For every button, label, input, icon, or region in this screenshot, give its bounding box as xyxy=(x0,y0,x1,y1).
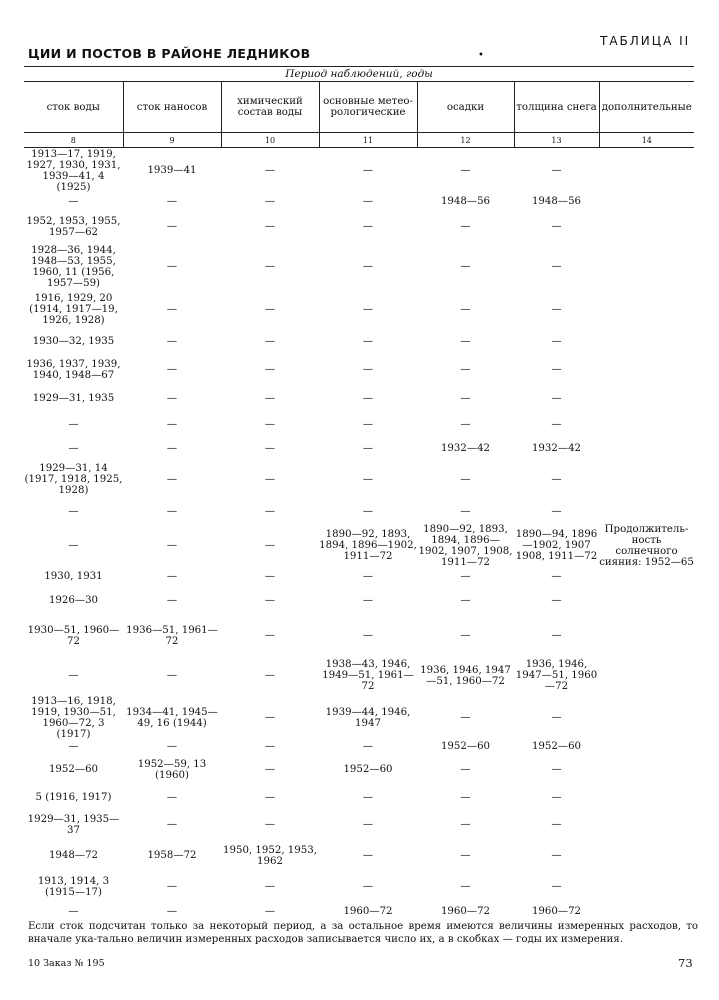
table-cell: — xyxy=(551,819,562,830)
table-cell: 1952—59, 13 (1960) xyxy=(137,758,207,781)
table-cell: — xyxy=(460,304,471,315)
table-cell: — xyxy=(166,881,178,892)
table-cell xyxy=(599,902,694,922)
table-cell: 1960—72 xyxy=(531,906,582,917)
table-cell: — xyxy=(460,364,471,375)
table-cell: — xyxy=(551,419,562,430)
table-cell: Продолжитель-ность солнечного сияния: 1952—65 xyxy=(599,523,694,568)
table-cell xyxy=(599,754,694,786)
table-row xyxy=(24,786,694,810)
column-number: 8 xyxy=(24,133,123,148)
table-cell: — xyxy=(551,336,562,347)
table-cell: — xyxy=(362,881,374,892)
column-header: дополнительные xyxy=(599,82,694,133)
table-row xyxy=(24,616,694,656)
table-cell xyxy=(599,786,694,810)
table-cell: — xyxy=(551,304,562,315)
table-cell: — xyxy=(166,304,178,315)
table-cell xyxy=(599,840,694,872)
table-cell: — xyxy=(264,364,276,375)
table-cell xyxy=(599,148,694,194)
table-cell: — xyxy=(264,540,276,551)
table-cell: 1913—17, 1919, 1927, 1930, 1931, 1939—41, 4 (1925) xyxy=(26,148,121,193)
table-cell: 1928—36, 1944, 1948—53, 1955, 1960, 11 (1956, 1957—59) xyxy=(31,244,116,289)
table-cell: 1952—60 xyxy=(531,741,582,752)
column-number: 9 xyxy=(123,133,221,148)
table-row xyxy=(24,840,694,872)
table-cell: — xyxy=(264,506,276,517)
table-cell: 1950, 1952, 1953, 1962 xyxy=(223,844,317,867)
table-row xyxy=(24,524,694,568)
footnote: Если сток подсчитан только за некоторый период, а за остальное время имеются величины измеренных расходов, то вначале ука-тально величин измеренных расходов записывается число их, а в скобках — годы их измерения. xyxy=(28,921,698,945)
table-cell: — xyxy=(551,165,562,177)
table-cell: — xyxy=(362,304,374,315)
table-cell: — xyxy=(68,540,79,551)
table-cell: 1960—72 xyxy=(343,906,393,917)
table-cell: — xyxy=(264,595,276,606)
table-cell: — xyxy=(460,881,471,892)
table-cell: 1952—60 xyxy=(440,741,491,752)
table-cell: — xyxy=(166,419,178,430)
table-row xyxy=(24,210,694,244)
table-cell: — xyxy=(551,506,562,517)
table-cell: 1934—41, 1945—49, 16 (1944) xyxy=(126,706,218,729)
table-row xyxy=(24,754,694,786)
table-cell: 1929—31, 1935 xyxy=(32,393,115,404)
table-cell: 1948—56 xyxy=(531,196,582,207)
column-header: сток наносов xyxy=(123,82,221,133)
table-cell: — xyxy=(264,792,276,803)
table-cell: — xyxy=(460,595,471,606)
table-cell: 1930, 1931 xyxy=(44,571,103,582)
table-cell xyxy=(599,290,694,330)
table-cell: — xyxy=(551,630,562,641)
table-cell: — xyxy=(362,364,374,375)
table-cell: — xyxy=(362,850,374,861)
table-cell: — xyxy=(264,764,276,775)
table-cell: 1932—42 xyxy=(531,443,582,454)
table-cell xyxy=(599,500,694,524)
table-cell: — xyxy=(362,221,374,232)
table-cell: — xyxy=(460,630,471,641)
table-cell: — xyxy=(264,393,276,404)
table-cell: 1936, 1946, 1947—51, 1960—72 xyxy=(420,664,511,687)
table-cell xyxy=(599,616,694,656)
table-row xyxy=(24,244,694,290)
column-number: 13 xyxy=(514,133,599,148)
table-cell: — xyxy=(166,336,178,347)
table-row xyxy=(24,696,694,740)
table-row xyxy=(24,386,694,412)
table-cell: 1952—60 xyxy=(48,764,99,775)
column-number: 12 xyxy=(417,133,514,148)
table-cell: — xyxy=(460,712,471,723)
table-cell: — xyxy=(460,850,471,861)
table-cell: — xyxy=(551,792,562,803)
table-cell: — xyxy=(362,741,374,752)
table-cell: — xyxy=(166,819,178,830)
table-cell: — xyxy=(460,792,471,803)
observation-table xyxy=(24,66,694,922)
table-cell: — xyxy=(166,540,178,551)
table-cell: — xyxy=(264,196,276,207)
table-cell: — xyxy=(362,792,374,803)
table-cell: — xyxy=(166,506,178,517)
table-cell: — xyxy=(166,670,178,681)
table-cell xyxy=(599,656,694,696)
table-cell: 1936, 1937, 1939, 1940, 1948—67 xyxy=(26,358,121,381)
table-cell xyxy=(599,210,694,244)
table-cell: — xyxy=(166,741,178,752)
table-row xyxy=(24,330,694,354)
table-cell: — xyxy=(264,881,276,892)
table-cell: — xyxy=(460,393,471,404)
table-row xyxy=(24,354,694,386)
table-cell: — xyxy=(264,336,276,347)
table-cell: 1952, 1953, 1955, 1957—62 xyxy=(26,215,121,238)
table-cell: 1948—56 xyxy=(440,196,491,207)
table-cell: — xyxy=(166,571,178,582)
page-header-title: ЦИИ И ПОСТОВ В РАЙОНЕ ЛЕДНИКОВ xyxy=(28,46,311,61)
table-row xyxy=(24,872,694,902)
table-cell: — xyxy=(166,474,178,485)
table-cell xyxy=(599,460,694,500)
table-row xyxy=(24,412,694,438)
table-cell: — xyxy=(551,712,562,723)
table-cell: — xyxy=(166,196,178,207)
table-cell: 1930—32, 1935 xyxy=(32,336,115,347)
table-cell: — xyxy=(166,595,178,606)
table-cell: — xyxy=(166,906,178,917)
table-row xyxy=(24,194,694,210)
table-cell: 1913—16, 1918, 1919, 1930—51, 1960—72, 3 (1917) xyxy=(31,695,116,740)
table-cell: — xyxy=(460,571,471,582)
table-cell xyxy=(599,696,694,740)
table-cell xyxy=(599,330,694,354)
table-cell: 1932—42 xyxy=(440,443,491,454)
table-cell xyxy=(599,740,694,754)
table-cell xyxy=(599,412,694,438)
table-cell: 1936, 1946, 1947—51, 1960—72 xyxy=(515,659,598,692)
table-cell: 1960—72 xyxy=(440,906,491,917)
table-cell: — xyxy=(362,393,374,404)
table-cell xyxy=(599,568,694,586)
table-cell: — xyxy=(68,906,79,917)
table-cell: — xyxy=(264,221,276,232)
table-cell: — xyxy=(264,906,276,917)
table-cell: — xyxy=(264,443,276,454)
table-cell: — xyxy=(264,474,276,485)
column-header: основные метео-рологические xyxy=(319,82,417,133)
table-cell: — xyxy=(264,419,276,430)
table-cell: 5 (1916, 1917) xyxy=(35,792,112,803)
table-cell: 1890—92, 1893, 1894, 1896—1902, 1907, 1908, 1911—72 xyxy=(418,523,513,568)
table-cell: — xyxy=(166,443,178,454)
table-cell: 1938—43, 1946, 1949—51, 1961—72 xyxy=(322,659,414,692)
table-cell: — xyxy=(460,221,471,232)
table-row xyxy=(24,500,694,524)
table-cell: — xyxy=(460,819,471,830)
table-cell xyxy=(599,586,694,616)
table-cell: — xyxy=(460,764,471,775)
table-cell: 1936—51, 1961—72 xyxy=(126,624,218,647)
table-cell: — xyxy=(551,764,562,775)
table-row xyxy=(24,656,694,696)
page-number: 73 xyxy=(678,956,693,970)
table-cell: — xyxy=(264,571,276,582)
table-cell xyxy=(599,244,694,290)
column-header: осадки xyxy=(417,82,514,133)
table-cell: 1890—92, 1893, 1894, 1896—1902, 1911—72 xyxy=(319,529,417,562)
table-cell: — xyxy=(68,419,79,430)
table-cell: 1890—94, 1896—1902, 1907 1908, 1911—72 xyxy=(515,529,598,562)
column-header: толщина снега xyxy=(514,82,599,133)
table-cell xyxy=(599,438,694,460)
table-cell: — xyxy=(362,336,374,347)
table-cell: — xyxy=(551,474,562,485)
table-cell: 1929—31, 14 (1917, 1918, 1925, 1928) xyxy=(24,463,123,496)
header-dot: • xyxy=(478,50,484,61)
table-cell: — xyxy=(362,595,374,606)
table-cell: — xyxy=(362,819,374,830)
table-cell: — xyxy=(362,474,374,485)
table-cell xyxy=(599,194,694,210)
table-cell: — xyxy=(166,393,178,404)
table-row xyxy=(24,148,694,194)
table-cell: — xyxy=(362,443,374,454)
table-row xyxy=(24,586,694,616)
table-cell: — xyxy=(264,261,276,272)
period-header: Период наблюдений, годы xyxy=(24,67,694,82)
table-row xyxy=(24,438,694,460)
table-cell: — xyxy=(460,474,471,485)
table-cell: — xyxy=(551,881,562,892)
table-cell: — xyxy=(68,443,79,454)
table-cell xyxy=(599,354,694,386)
table-cell: 1948—72 xyxy=(48,850,99,861)
table-cell: — xyxy=(166,364,178,375)
table-cell: — xyxy=(362,571,374,582)
table-cell: — xyxy=(460,165,471,177)
table-row xyxy=(24,740,694,754)
table-cell: — xyxy=(551,364,562,375)
table-row xyxy=(24,460,694,500)
table-cell: — xyxy=(551,595,562,606)
table-cell: — xyxy=(460,506,471,517)
table-cell: — xyxy=(264,741,276,752)
table-cell: — xyxy=(166,221,178,232)
column-header: сток воды xyxy=(24,82,123,133)
table-cell: — xyxy=(362,196,374,207)
table-cell: — xyxy=(551,393,562,404)
table-row xyxy=(24,902,694,922)
table-cell: — xyxy=(264,165,276,177)
table-cell: — xyxy=(264,670,276,681)
table-cell: — xyxy=(551,850,562,861)
footer-order: 10 Заказ № 195 xyxy=(28,958,105,969)
table-cell: — xyxy=(68,506,79,517)
table-cell: 1926—30 xyxy=(48,595,99,606)
table-cell: — xyxy=(264,712,276,723)
column-number: 10 xyxy=(221,133,319,148)
table-cell: — xyxy=(362,419,374,430)
table-cell: — xyxy=(68,196,79,207)
table-cell: — xyxy=(362,506,374,517)
column-number: 14 xyxy=(599,133,694,148)
table-cell: — xyxy=(551,221,562,232)
table-cell: 1939—44, 1946, 1947 xyxy=(325,706,411,729)
table-cell xyxy=(599,386,694,412)
column-header: химический состав воды xyxy=(221,82,319,133)
table-cell: — xyxy=(264,630,276,641)
table-cell: 1913, 1914, 3 (1915—17) xyxy=(37,875,110,898)
table-cell: — xyxy=(460,336,471,347)
table-cell: — xyxy=(362,261,374,272)
table-cell: — xyxy=(460,419,471,430)
table-cell: 1929—31, 1935—37 xyxy=(27,813,120,836)
table-cell: — xyxy=(264,304,276,315)
table-cell: — xyxy=(362,630,374,641)
table-cell: — xyxy=(264,819,276,830)
table-row xyxy=(24,568,694,586)
table-cell: — xyxy=(460,261,471,272)
table-cell: — xyxy=(551,571,562,582)
table-cell: — xyxy=(551,261,562,272)
table-cell: — xyxy=(68,741,79,752)
column-number: 11 xyxy=(319,133,417,148)
table-row xyxy=(24,810,694,840)
table-cell: — xyxy=(68,670,79,681)
table-label: ТАБЛИЦА II xyxy=(600,34,691,48)
table-cell: 1958—72 xyxy=(147,850,197,861)
table-cell xyxy=(599,872,694,902)
table-row xyxy=(24,290,694,330)
table-cell: 1952—60 xyxy=(343,764,393,775)
table-cell: — xyxy=(166,792,178,803)
table-cell: 1916, 1929, 20 (1914, 1917—19, 1926, 1928) xyxy=(29,293,118,326)
table-cell: 1930—51, 1960—72 xyxy=(27,624,120,647)
table-cell: 1939—41 xyxy=(147,165,197,177)
table-cell xyxy=(599,810,694,840)
table-cell: — xyxy=(166,261,178,272)
table-cell: — xyxy=(362,165,374,177)
